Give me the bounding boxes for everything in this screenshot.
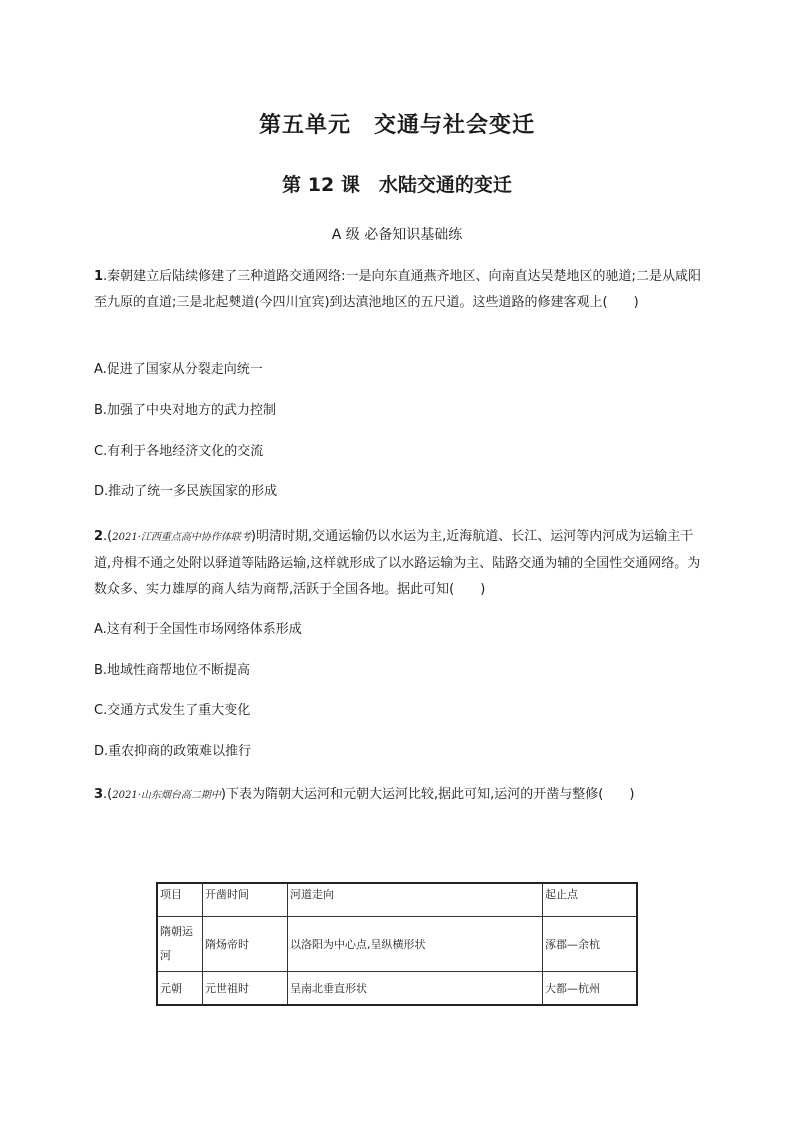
- table-cell: 元世祖时: [203, 972, 288, 1006]
- question-2-number: 2: [94, 529, 104, 544]
- question-1-option-d: D.推动了统一多民族国家的形成: [94, 484, 278, 499]
- question-1: [94, 264, 704, 316]
- question-3-number: 3: [94, 787, 104, 802]
- unit-title: 第五单元 交通与社会变迁: [258, 113, 535, 138]
- level-title: A 级 必备知识基础练: [331, 227, 463, 243]
- table-header-cell: 项目: [157, 883, 203, 917]
- question-1-text: .秦朝建立后陆续修建了三种道路交通网络:一是向东直通燕齐地区、向南直达吴楚地区的驰道;二是从咸阳至九原的直道;三是北起僰道(今四川宜宾)到达滇池地区的五尺道。这些道路的修建客观上( ): [94, 269, 701, 310]
- question-2-source: 2021·江西重点高中协作体联考: [112, 532, 251, 543]
- question-1-number: 1: [94, 269, 104, 284]
- table-header-row: [157, 883, 637, 917]
- table-cell: 隋炀帝时: [203, 917, 288, 972]
- comparison-table: [156, 882, 638, 1006]
- question-3-prefix: .(: [103, 787, 113, 802]
- table-header-cell: 开凿时间: [203, 883, 288, 917]
- table-header-cell: 起止点: [543, 883, 638, 917]
- question-1-option-c: C.有利于各地经济文化的交流: [94, 444, 264, 459]
- question-1-option-b: B.加强了中央对地方的武力控制: [94, 403, 277, 418]
- question-2-option-c: C.交通方式发生了重大变化: [94, 703, 251, 718]
- table-cell: 以洛阳为中心点,呈纵横形状: [288, 917, 543, 972]
- question-3: [94, 782, 704, 809]
- table-cell: 元朝: [157, 972, 203, 1006]
- table-header-cell: 河道走向: [288, 883, 543, 917]
- question-2-option-a: A.这有利于全国性市场网络体系形成: [94, 622, 302, 637]
- table-cell: 呈南北垂直形状: [288, 972, 543, 1006]
- table-cell: 隋朝运河: [157, 917, 203, 972]
- question-2-option-d: D.重农抑商的政策难以推行: [94, 744, 252, 759]
- table-cell: 大都—杭州: [543, 972, 638, 1006]
- table-cell: 涿郡—余杭: [543, 917, 638, 972]
- question-2-prefix: .(: [103, 529, 113, 544]
- table-row: [157, 972, 637, 1006]
- question-2: [94, 524, 704, 603]
- question-2-text: )明清时期,交通运输仍以水运为主,近海航道、长江、运河等内河成为运输主干道,舟楫不通之处附以驿道等陆路运输,这样就形成了以水路运输为主、陆路交通为辅的全国性交通网络。为数众多、实力雄厚的商人结为商帮,活跃于全国各地。据此可知( ): [94, 529, 701, 597]
- question-2-option-b: B.地域性商帮地位不断提高: [94, 663, 251, 678]
- lesson-title: 第 12 课 水陆交通的变迁: [282, 174, 512, 196]
- question-1-option-a: A.促进了国家从分裂走向统一: [94, 362, 263, 377]
- table-row: [157, 917, 637, 972]
- question-3-source: 2021·山东烟台高二期中: [112, 790, 221, 801]
- question-3-text: )下表为隋朝大运河和元朝大运河比较,据此可知,运河的开凿与整修( ): [220, 787, 635, 802]
